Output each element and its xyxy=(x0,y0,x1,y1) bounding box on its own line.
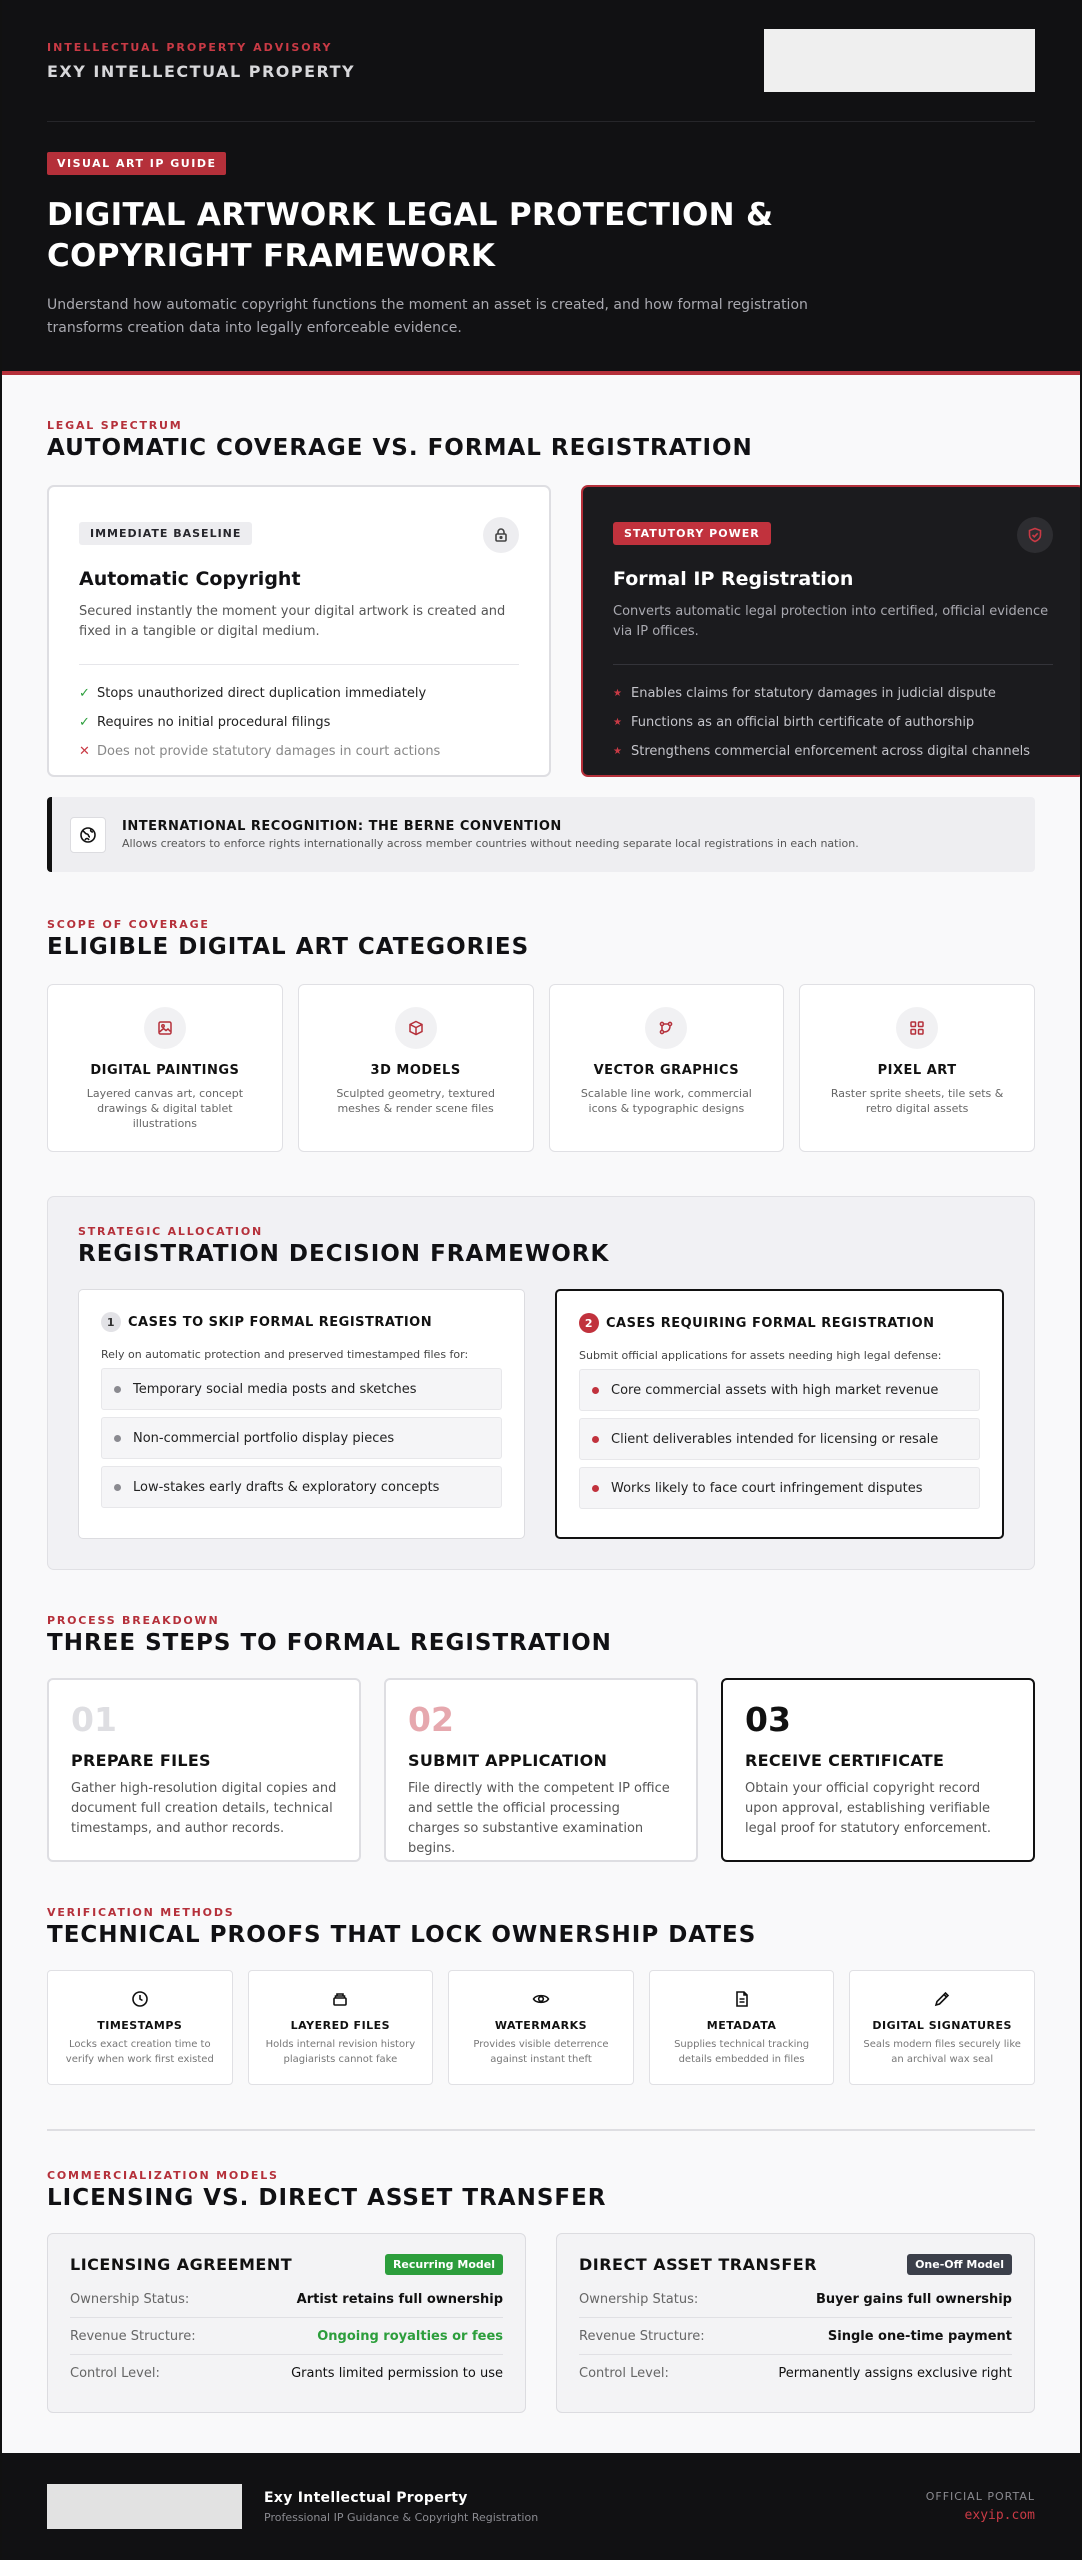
row-value: Single one-time payment xyxy=(827,2328,1012,2344)
list-item-text: Requires no initial procedural filings xyxy=(97,715,331,730)
berne-subtitle: Allows creators to enforce rights internationally across member countries without needing separate local registrations in each nation. xyxy=(122,837,859,850)
step-number: 02 xyxy=(408,1700,454,1739)
brand-block xyxy=(47,41,355,81)
vector-pen-icon xyxy=(645,1007,687,1049)
step-card-submit xyxy=(384,1678,698,1862)
clock-icon xyxy=(48,1989,232,2009)
globe-icon xyxy=(70,817,106,853)
proof-desc: Supplies technical tracking details embedded in files xyxy=(674,2039,810,2065)
categories-section xyxy=(2,872,1080,1152)
transfer-title: DIRECT ASSET TRANSFER xyxy=(579,2255,818,2274)
category-title: VECTOR GRAPHICS xyxy=(593,1063,740,1078)
row-label: Control Level: xyxy=(579,2366,669,2381)
formal-list xyxy=(613,679,1053,766)
footer xyxy=(2,2453,1080,2560)
framework-columns xyxy=(78,1289,1004,1539)
license-title: LICENSING AGREEMENT xyxy=(70,2255,293,2274)
proofs-section xyxy=(2,1862,1080,2085)
card-header xyxy=(70,2254,503,2275)
proof-desc: Seals modern files securely like an archival wax seal xyxy=(863,2039,1021,2065)
lock-icon xyxy=(483,517,519,553)
row-label: Revenue Structure: xyxy=(70,2328,196,2344)
row-value: Permanently assigns exclusive right xyxy=(778,2366,1012,2381)
logo-placeholder xyxy=(764,29,1035,92)
footer-logo-placeholder xyxy=(47,2484,242,2529)
automatic-desc: Secured instantly the moment your digital artwork is created and fixed in a tangible or digital medium. xyxy=(79,604,506,639)
hero-badge: VISUAL ART IP GUIDE xyxy=(47,152,226,175)
hero-topbar xyxy=(47,0,1035,122)
coverage-eyebrow: LEGAL SPECTRUM xyxy=(47,419,183,432)
direct-transfer-card xyxy=(556,2233,1035,2413)
star-icon: ★ xyxy=(613,688,622,699)
formal-registration-card xyxy=(581,485,1082,777)
proof-desc: Provides visible deterrence against instant theft xyxy=(473,2039,609,2065)
licensing-cards xyxy=(47,2233,1035,2413)
berne-title: INTERNATIONAL RECOGNITION: THE BERNE CONVENTION xyxy=(122,819,562,834)
require-heading xyxy=(579,1313,980,1333)
footer-name: Exy Intellectual Property xyxy=(264,2489,468,2506)
step-number: 01 xyxy=(71,1700,117,1739)
framework-eyebrow: STRATEGIC ALLOCATION xyxy=(78,1225,263,1238)
list-item xyxy=(101,1417,502,1459)
step-number: 03 xyxy=(745,1700,791,1739)
star-icon: ★ xyxy=(613,746,622,757)
divider xyxy=(79,664,519,665)
skip-title: CASES TO SKIP FORMAL REGISTRATION xyxy=(128,1314,433,1330)
row-label: Control Level: xyxy=(70,2366,160,2381)
bullet-icon xyxy=(592,1387,599,1394)
coverage-cards xyxy=(47,485,1049,777)
coverage-section xyxy=(2,375,1080,872)
pen-icon xyxy=(850,1989,1034,2009)
step-desc: Gather high-resolution digital copies and document full creation details, technical timestamps, and author records. xyxy=(71,1781,337,1836)
category-desc: Scalable line work, commercial icons & typographic designs xyxy=(580,1087,752,1115)
coverage-title: AUTOMATIC COVERAGE VS. FORMAL REGISTRATION xyxy=(47,435,753,461)
list-item-text: Works likely to face court infringement disputes xyxy=(611,1480,923,1496)
row-label: Ownership Status: xyxy=(70,2291,190,2307)
list-item-text: Stops unauthorized direct duplication immediately xyxy=(97,686,427,701)
table-row xyxy=(579,2355,1012,2392)
list-item xyxy=(579,1418,980,1460)
steps-section xyxy=(2,1570,1080,1862)
require-subtitle: Submit official applications for assets needing high legal defense: xyxy=(579,1349,942,1362)
proof-title: LAYERED FILES xyxy=(290,2019,391,2032)
categories-grid xyxy=(47,984,1035,1152)
steps-title: THREE STEPS TO FORMAL REGISTRATION xyxy=(47,1630,612,1656)
eye-icon xyxy=(449,1989,633,2009)
automatic-title: Automatic Copyright xyxy=(79,568,301,590)
hero-subtitle: Understand how automatic copyright functions the moment an asset is created, and how formal registration transforms creation data into legally enforceable evidence. xyxy=(47,297,808,336)
bullet-icon xyxy=(592,1485,599,1492)
licensing-section xyxy=(2,2131,1080,2413)
document-icon xyxy=(650,1989,834,2009)
list-item xyxy=(613,737,1053,766)
require-registration-card xyxy=(555,1289,1004,1539)
list-item xyxy=(579,1467,980,1509)
categories-title: ELIGIBLE DIGITAL ART CATEGORIES xyxy=(47,934,530,960)
formal-tag: STATUTORY POWER xyxy=(613,522,771,545)
skip-heading xyxy=(101,1312,502,1332)
table-row xyxy=(70,2318,503,2355)
star-icon: ★ xyxy=(613,717,622,728)
formal-title: Formal IP Registration xyxy=(613,568,854,590)
category-card-digital-paintings xyxy=(47,984,283,1152)
layers-icon xyxy=(249,1989,433,2009)
framework-panel xyxy=(47,1196,1035,1570)
status-badge: One-Off Model xyxy=(907,2254,1012,2275)
bullet-icon xyxy=(114,1435,121,1442)
page-title-line-2: COPYRIGHT FRAMEWORK xyxy=(47,238,496,274)
cross-icon: ✕ xyxy=(79,744,90,759)
licensing-eyebrow: COMMERCIALIZATION MODELS xyxy=(47,2169,279,2182)
category-title: DIGITAL PAINTINGS xyxy=(90,1063,240,1078)
table-row xyxy=(70,2355,503,2392)
list-item-text: Functions as an official birth certificate of authorship xyxy=(631,715,975,730)
shield-check-icon xyxy=(1017,517,1053,553)
formal-desc: Converts automatic legal protection into certified, official evidence via IP offices. xyxy=(613,604,1049,639)
page-title-line-1: DIGITAL ARTWORK LEGAL PROTECTION & xyxy=(47,197,774,233)
step-desc: Obtain your official copyright record upon approval, establishing verifiable legal proof for statutory enforcement. xyxy=(745,1781,992,1836)
row-value: Artist retains full ownership xyxy=(296,2291,503,2307)
proofs-eyebrow: VERIFICATION METHODS xyxy=(47,1906,235,1919)
page-title xyxy=(47,195,1035,277)
list-item-text: Non-commercial portfolio display pieces xyxy=(133,1430,395,1446)
table-row xyxy=(579,2281,1012,2318)
proof-card-watermarks xyxy=(448,1970,634,2085)
license-rows xyxy=(70,2281,503,2392)
step-number-badge: 2 xyxy=(579,1313,599,1333)
proof-card-digital-signatures xyxy=(849,1970,1035,2085)
proofs-title: TECHNICAL PROOFS THAT LOCK OWNERSHIP DATES xyxy=(47,1922,757,1948)
list-item-text: Core commercial assets with high market revenue xyxy=(611,1382,939,1398)
category-desc: Sculpted geometry, textured meshes & render scene files xyxy=(336,1087,495,1115)
image-icon xyxy=(144,1007,186,1049)
step-card-receive xyxy=(721,1678,1035,1862)
licensing-agreement-card xyxy=(47,2233,526,2413)
list-item xyxy=(613,679,1053,708)
list-item xyxy=(613,708,1053,737)
row-value: Ongoing royalties or fees xyxy=(317,2328,503,2344)
proof-title: DIGITAL SIGNATURES xyxy=(872,2019,1012,2032)
step-title: SUBMIT APPLICATION xyxy=(408,1751,608,1770)
categories-eyebrow: SCOPE OF COVERAGE xyxy=(47,918,210,931)
licensing-title: LICENSING VS. DIRECT ASSET TRANSFER xyxy=(47,2185,607,2211)
skip-subtitle: Rely on automatic protection and preserved timestamped files for: xyxy=(101,1348,469,1361)
category-card-pixel-art xyxy=(799,984,1035,1152)
category-desc: Layered canvas art, concept drawings & digital tablet illustrations xyxy=(86,1087,244,1130)
brand-name[interactable]: EXY INTELLECTUAL PROPERTY xyxy=(47,61,356,81)
step-number-badge: 1 xyxy=(101,1312,121,1332)
proof-title: WATERMARKS xyxy=(494,2019,588,2032)
require-title: CASES REQUIRING FORMAL REGISTRATION xyxy=(606,1315,935,1331)
berne-text xyxy=(122,819,859,850)
table-row xyxy=(579,2318,1012,2355)
footer-brand xyxy=(264,2490,538,2524)
grid-icon xyxy=(896,1007,938,1049)
framework-section xyxy=(2,1196,1080,1570)
proof-desc: Holds internal revision history plagiarists cannot fake xyxy=(265,2039,416,2065)
bullet-icon xyxy=(592,1436,599,1443)
footer-tagline: Professional IP Guidance & Copyright Registration xyxy=(264,2510,539,2524)
step-card-prepare xyxy=(47,1678,361,1862)
category-card-vector-graphics xyxy=(549,984,785,1152)
row-value: Buyer gains full ownership xyxy=(816,2291,1012,2307)
row-value: Grants limited permission to use xyxy=(291,2366,503,2381)
berne-callout xyxy=(47,797,1035,872)
category-title: PIXEL ART xyxy=(877,1063,957,1078)
steps-row xyxy=(47,1678,1035,1862)
skip-registration-card xyxy=(78,1289,525,1539)
row-label: Ownership Status: xyxy=(579,2291,699,2307)
check-icon: ✓ xyxy=(79,686,90,701)
bullet-icon xyxy=(114,1386,121,1393)
automatic-copyright-card xyxy=(47,485,551,777)
list-item xyxy=(579,1369,980,1411)
step-title: RECEIVE CERTIFICATE xyxy=(745,1751,945,1770)
list-item xyxy=(101,1466,502,1508)
hero xyxy=(2,0,1080,375)
list-item xyxy=(101,1368,502,1410)
divider xyxy=(613,664,1053,665)
step-desc: File directly with the competent IP office and settle the official processing charges so substantive examination begins. xyxy=(408,1781,670,1856)
proof-card-layered-files xyxy=(248,1970,434,2085)
automatic-tag: IMMEDIATE BASELINE xyxy=(79,522,252,545)
check-icon: ✓ xyxy=(79,715,90,730)
brand-eyebrow: INTELLECTUAL PROPERTY ADVISORY xyxy=(47,40,333,54)
list-item xyxy=(79,708,519,737)
list-item-text: Client deliverables intended for licensing or resale xyxy=(611,1431,939,1447)
list-item xyxy=(79,679,519,708)
list-item xyxy=(79,737,519,766)
cube-icon xyxy=(395,1007,437,1049)
category-desc: Raster sprite sheets, tile sets & retro digital assets xyxy=(830,1087,1004,1115)
list-item-text: Strengthens commercial enforcement across digital channels xyxy=(631,744,1030,759)
portal-link[interactable]: exyip.com xyxy=(964,2508,1035,2523)
automatic-list xyxy=(79,679,519,766)
proof-title: METADATA xyxy=(706,2019,777,2032)
bullet-icon xyxy=(114,1484,121,1491)
list-item-text: Does not provide statutory damages in court actions xyxy=(97,744,441,759)
transfer-rows xyxy=(579,2281,1012,2392)
status-badge: Recurring Model xyxy=(385,2254,503,2275)
proofs-row xyxy=(47,1970,1035,2085)
proof-desc: Locks exact creation time to verify when work first existed xyxy=(65,2039,214,2065)
card-header xyxy=(579,2254,1012,2275)
list-item-text: Low-stakes early drafts & exploratory concepts xyxy=(133,1479,440,1495)
footer-portal xyxy=(926,2490,1035,2523)
proof-card-timestamps xyxy=(47,1970,233,2085)
list-item-text: Enables claims for statutory damages in judicial dispute xyxy=(631,686,996,701)
framework-title: REGISTRATION DECISION FRAMEWORK xyxy=(78,1241,610,1267)
steps-eyebrow: PROCESS BREAKDOWN xyxy=(47,1614,220,1627)
step-title: PREPARE FILES xyxy=(71,1751,211,1770)
category-card-3d-models xyxy=(298,984,534,1152)
proof-title: TIMESTAMPS xyxy=(97,2019,183,2032)
row-label: Revenue Structure: xyxy=(579,2328,705,2344)
table-row xyxy=(70,2281,503,2318)
list-item-text: Temporary social media posts and sketches xyxy=(133,1381,417,1397)
proof-card-metadata xyxy=(649,1970,835,2085)
category-title: 3D MODELS xyxy=(370,1063,461,1078)
portal-label: OFFICIAL PORTAL xyxy=(925,2490,1035,2503)
